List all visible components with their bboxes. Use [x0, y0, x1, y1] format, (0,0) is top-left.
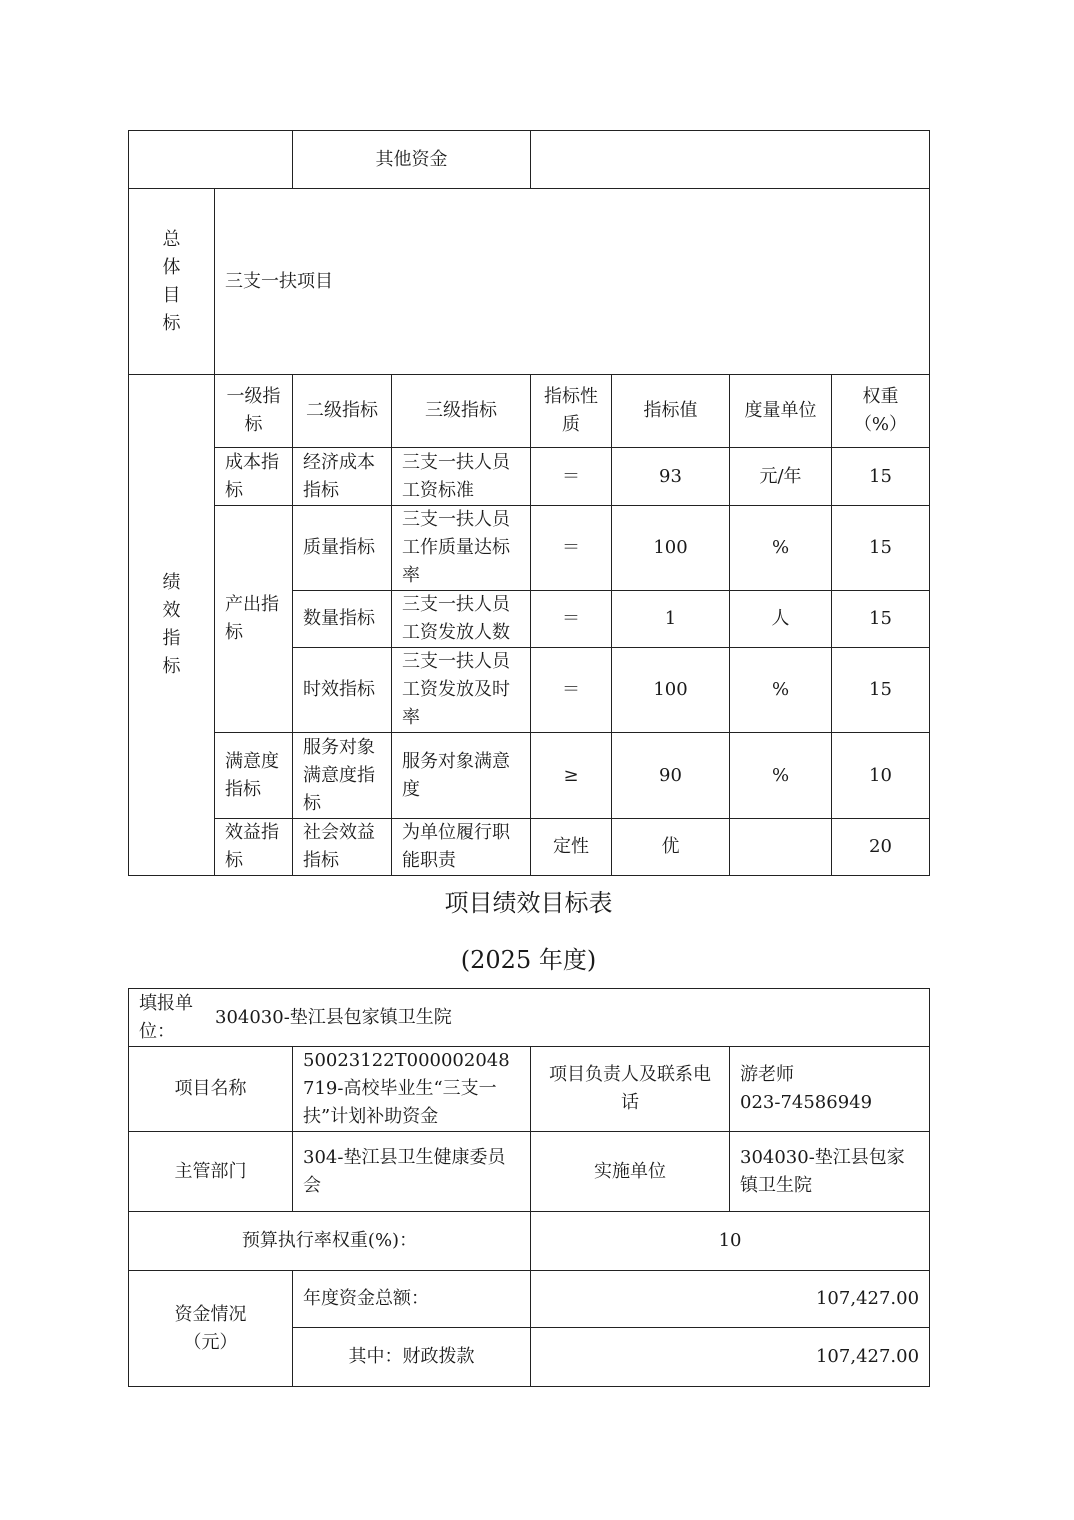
overall-goal-label: 总 体 目 标	[129, 189, 215, 375]
reporting-unit-row	[129, 989, 930, 1047]
document-page	[128, 130, 929, 1367]
header-weight: 权重（%）	[832, 375, 930, 448]
level3-cell: 服务对象满意度	[392, 733, 531, 819]
header-nature: 指标性质	[531, 375, 612, 448]
budget-rate-label: 预算执行率权重(%)：	[129, 1212, 531, 1271]
table-row	[129, 448, 930, 506]
level1-cell: 成本指标	[215, 448, 293, 506]
dept-label: 主管部门	[129, 1132, 293, 1212]
weight-cell: 20	[832, 819, 930, 876]
budget-rate-value: 10	[531, 1212, 930, 1271]
page-title: 项目绩效目标表	[444, 889, 613, 917]
weight-cell: 15	[832, 506, 930, 591]
page-subtitle-year: (2025 年度)	[460, 946, 597, 974]
impl-value: 304030-垫江县包家镇卫生院	[730, 1132, 930, 1212]
reporting-unit-value: 304030-垫江县包家镇卫生院	[215, 1006, 452, 1028]
fiscal-label: 其中：财政拨款	[293, 1328, 531, 1387]
value-cell: 93	[612, 448, 730, 506]
contact-phone: 023-74586949	[740, 1092, 873, 1113]
weight-cell: 15	[832, 448, 930, 506]
other-funds-row	[129, 131, 930, 189]
level3-cell: 三支一扶人员工资发放及时率	[392, 648, 531, 733]
unit-cell	[730, 819, 832, 876]
level2-cell: 数量指标	[293, 591, 392, 648]
unit-cell: %	[730, 648, 832, 733]
level3-cell: 三支一扶人员工资标准	[392, 448, 531, 506]
contact-name: 游老师	[740, 1064, 794, 1085]
impl-label: 实施单位	[531, 1132, 730, 1212]
project-name-row	[129, 1047, 930, 1132]
performance-table	[128, 130, 930, 876]
level1-cell: 满意度指标	[215, 733, 293, 819]
header-level1: 一级指标	[215, 375, 293, 448]
unit-cell: %	[730, 506, 832, 591]
fiscal-value: 107,427.00	[531, 1328, 930, 1387]
header-level3: 三级指标	[392, 375, 531, 448]
level1-cell: 效益指标	[215, 819, 293, 876]
overall-goal-text: 三支一扶项目	[215, 189, 930, 375]
header-value: 指标值	[612, 375, 730, 448]
nature-cell: ＝	[531, 506, 612, 591]
value-cell: 1	[612, 591, 730, 648]
project-name-label: 项目名称	[129, 1047, 293, 1132]
budget-rate-row	[129, 1212, 930, 1271]
value-cell: 优	[612, 819, 730, 876]
table-row	[129, 506, 930, 591]
table-row	[129, 733, 930, 819]
header-level2: 二级指标	[293, 375, 392, 448]
level1-cell: 产出指标	[215, 506, 293, 733]
level2-cell: 服务对象满意度指标	[293, 733, 392, 819]
level3-cell: 三支一扶人员工作质量达标率	[392, 506, 531, 591]
header-unit: 度量单位	[730, 375, 832, 448]
weight-cell: 15	[832, 591, 930, 648]
level2-cell: 质量指标	[293, 506, 392, 591]
nature-cell: ＝	[531, 448, 612, 506]
contact-label: 项目负责人及联系电话	[531, 1047, 730, 1132]
indicator-header-row	[129, 375, 930, 448]
table-row	[129, 819, 930, 876]
department-row	[129, 1132, 930, 1212]
project-info-table	[128, 988, 930, 1387]
annual-funds-row	[129, 1271, 930, 1328]
dept-value: 304-垫江县卫生健康委员会	[293, 1132, 531, 1212]
annual-total-value: 107,427.00	[531, 1271, 930, 1328]
value-cell: 90	[612, 733, 730, 819]
contact-value	[730, 1047, 930, 1132]
level2-cell: 时效指标	[293, 648, 392, 733]
annual-total-label: 年度资金总额：	[293, 1271, 531, 1328]
other-funds-label: 其他资金	[293, 131, 531, 189]
level2-cell: 经济成本指标	[293, 448, 392, 506]
level3-cell: 为单位履行职能职责	[392, 819, 531, 876]
unit-cell: %	[730, 733, 832, 819]
weight-cell: 15	[832, 648, 930, 733]
nature-cell: ≥	[531, 733, 612, 819]
performance-indicator-label: 绩 效 指 标	[129, 375, 215, 876]
level3-cell: 三支一扶人员工资发放人数	[392, 591, 531, 648]
reporting-unit-label: 填报单位：	[139, 992, 193, 1042]
unit-cell: 元/年	[730, 448, 832, 506]
overall-goal-row	[129, 189, 930, 375]
project-name-value: 50023122T000002048719-高校毕业生“三支一扶”计划补助资金	[293, 1047, 531, 1132]
nature-cell: ＝	[531, 648, 612, 733]
weight-cell: 10	[832, 733, 930, 819]
nature-cell: 定性	[531, 819, 612, 876]
nature-cell: ＝	[531, 591, 612, 648]
value-cell: 100	[612, 648, 730, 733]
unit-cell: 人	[730, 591, 832, 648]
funds-label: 资金情况 （元）	[129, 1271, 293, 1387]
level2-cell: 社会效益指标	[293, 819, 392, 876]
value-cell: 100	[612, 506, 730, 591]
